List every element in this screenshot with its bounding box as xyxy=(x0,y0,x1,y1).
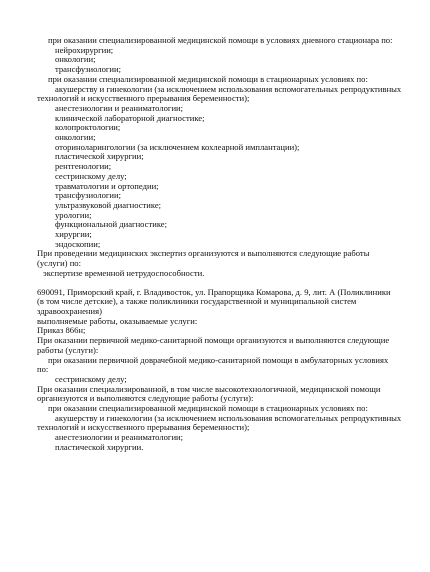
text-line: онкологии; xyxy=(55,132,96,143)
text-line: нейрохирургии; xyxy=(55,44,114,55)
text-line: функциональной диагностике; xyxy=(55,219,168,230)
text-line: работы (услуги): xyxy=(37,344,99,355)
text-line: рентгенологии; xyxy=(55,161,112,172)
text-line: акушерству и гинекологии (за исключением использования вспомогательных репродуктивных xyxy=(55,83,402,94)
text-line: анестезиологии и реаниматологии; xyxy=(55,432,184,443)
text-line: технологий и искусственного прерывания беременности); xyxy=(37,422,250,433)
text-line: ультразвуковой диагностике; xyxy=(55,199,162,210)
text-line: пластической хирургии. xyxy=(55,441,144,452)
block-2 xyxy=(37,286,402,453)
text-line: пластической хирургии; xyxy=(55,151,144,162)
text-line: при оказании специализированной медицинской помощи в условиях дневного стационара по: xyxy=(48,35,393,45)
text-line: трансфузиологии; xyxy=(55,64,122,75)
text-line: выполняемые работы, оказываемые услуги: xyxy=(37,315,198,326)
text-line: Приказ 866н; xyxy=(37,325,86,336)
text-line: организуются и выполняются следующие работы (услуги): xyxy=(37,393,254,404)
text-line: по: xyxy=(37,364,49,375)
text-line: эндоскопии; xyxy=(55,238,101,249)
text-line: хирургии; xyxy=(55,229,92,240)
text-line: при оказании первичной доврачебной медико-санитарной помощи в амбулаторных условиях xyxy=(48,354,389,365)
text-line: сестринскому делу; xyxy=(55,373,127,384)
text-line: При оказании первичной медико-санитарной помощи организуются и выполняются следующие xyxy=(37,335,390,346)
text-line: онкологии; xyxy=(55,54,96,65)
text-line: 690091, Приморский край, г. Владивосток, ул. Прапорщика Комарова, д. 9, лит. А (Поликлиники xyxy=(37,286,391,297)
text-line: анестезиологии и реаниматологии; xyxy=(55,102,184,113)
text-line: При проведении медицинских экспертиз организуются и выполняются следующие работы xyxy=(37,248,370,259)
text-line: (в том числе детские), а также поликлиники государственной и муниципальной систем xyxy=(37,296,357,307)
text-line: урологии; xyxy=(55,209,92,220)
text-line: (услуги) по: xyxy=(37,258,81,269)
text-line: акушерству и гинекологии (за исключением использования вспомогательных репродуктивных xyxy=(55,412,402,423)
text-line: оториноларингологии (за исключением кохлеарной имплантации); xyxy=(55,141,300,152)
text-line: технологий и искусственного прерывания беременности); xyxy=(37,93,250,104)
text-line: При оказании специализированной, в том числе высокотехнологичной, медицинской помощи xyxy=(37,383,381,394)
text-line: сестринскому делу; xyxy=(55,170,127,181)
text-line: травматологии и ортопедии; xyxy=(55,180,159,191)
text-line: клинической лабораторной диагностике; xyxy=(55,112,205,123)
text-line: здравоохранения) xyxy=(37,305,102,316)
text-line: при оказании специализированной медицинской помощи в стационарных условиях по: xyxy=(48,403,368,414)
text-line: колопроктологии; xyxy=(55,122,121,133)
document-page xyxy=(37,35,402,453)
text-line: экспертизе временной нетрудоспособности. xyxy=(43,267,205,278)
text-line: трансфузиологии; xyxy=(55,190,122,201)
text-line: при оказании специализированной медицинской помощи в стационарных условиях по: xyxy=(48,73,368,84)
block-1 xyxy=(37,35,402,279)
